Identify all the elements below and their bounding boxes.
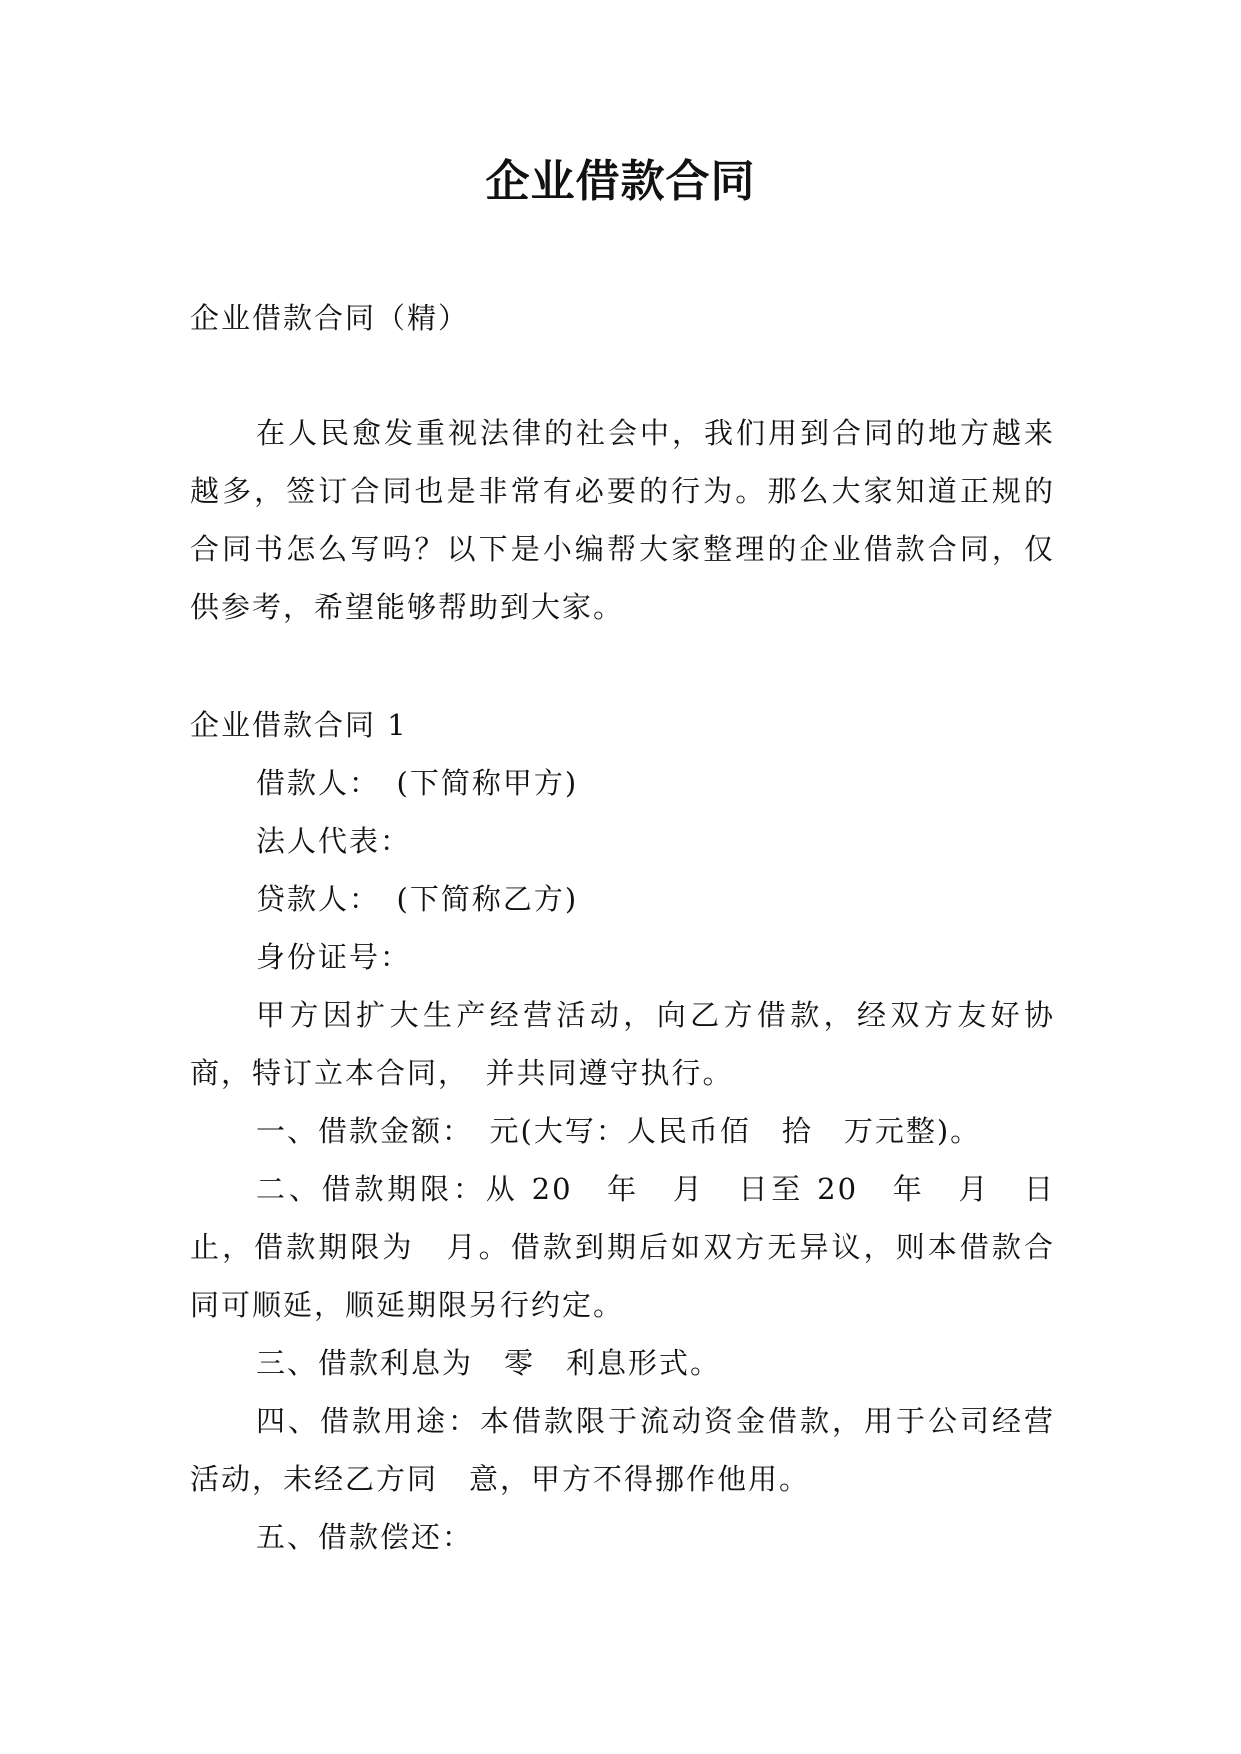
intro-paragraph bbox=[190, 404, 1055, 636]
clause-repayment: 五、借款偿还： bbox=[256, 1520, 474, 1554]
clause-amount: 一、借款金额： 元(大写：人民币佰 拾 万元整)。 bbox=[256, 1114, 982, 1148]
document-subtitle bbox=[190, 289, 1055, 347]
clause-purpose: 四、借款用途：本借款限于流动资金借款，用于公司经营活动，未经乙方同 意，甲方不得挪作他用。 bbox=[190, 1404, 1055, 1496]
legal-rep-line: 法人代表： bbox=[256, 824, 412, 858]
borrower-line: 借款人： (下简称甲方) bbox=[256, 766, 579, 800]
clause-term: 二、借款期限：从 20 年 月 日至 20 年 月 日止，借款期限为 月。借款到期后如双方无异议，则本借款合同可顺延，顺延期限另行约定。 bbox=[190, 1172, 1055, 1322]
intro-text: 在人民愈发重视法律的社会中，我们用到合同的地方越来越多，签订合同也是非常有必要的行为。那么大家知道正规的合同书怎么写吗？以下是小编帮大家整理的企业借款合同，仅供参考，希望能够帮助到大家。 bbox=[190, 416, 1055, 624]
subtitle-text: 企业借款合同（精） bbox=[190, 301, 470, 335]
contract-section bbox=[190, 696, 1055, 1566]
id-number-line: 身份证号： bbox=[256, 940, 412, 974]
lender-line: 贷款人： (下简称乙方) bbox=[256, 882, 579, 916]
clause-interest: 三、借款利息为 零 利息形式。 bbox=[256, 1346, 722, 1380]
contract-heading: 企业借款合同 1 bbox=[190, 708, 408, 742]
document-title: 企业借款合同 bbox=[485, 156, 756, 207]
preamble-paragraph: 甲方因扩大生产经营活动，向乙方借款，经双方友好协商，特订立本合同， 并共同遵守执行。 bbox=[190, 998, 1055, 1090]
